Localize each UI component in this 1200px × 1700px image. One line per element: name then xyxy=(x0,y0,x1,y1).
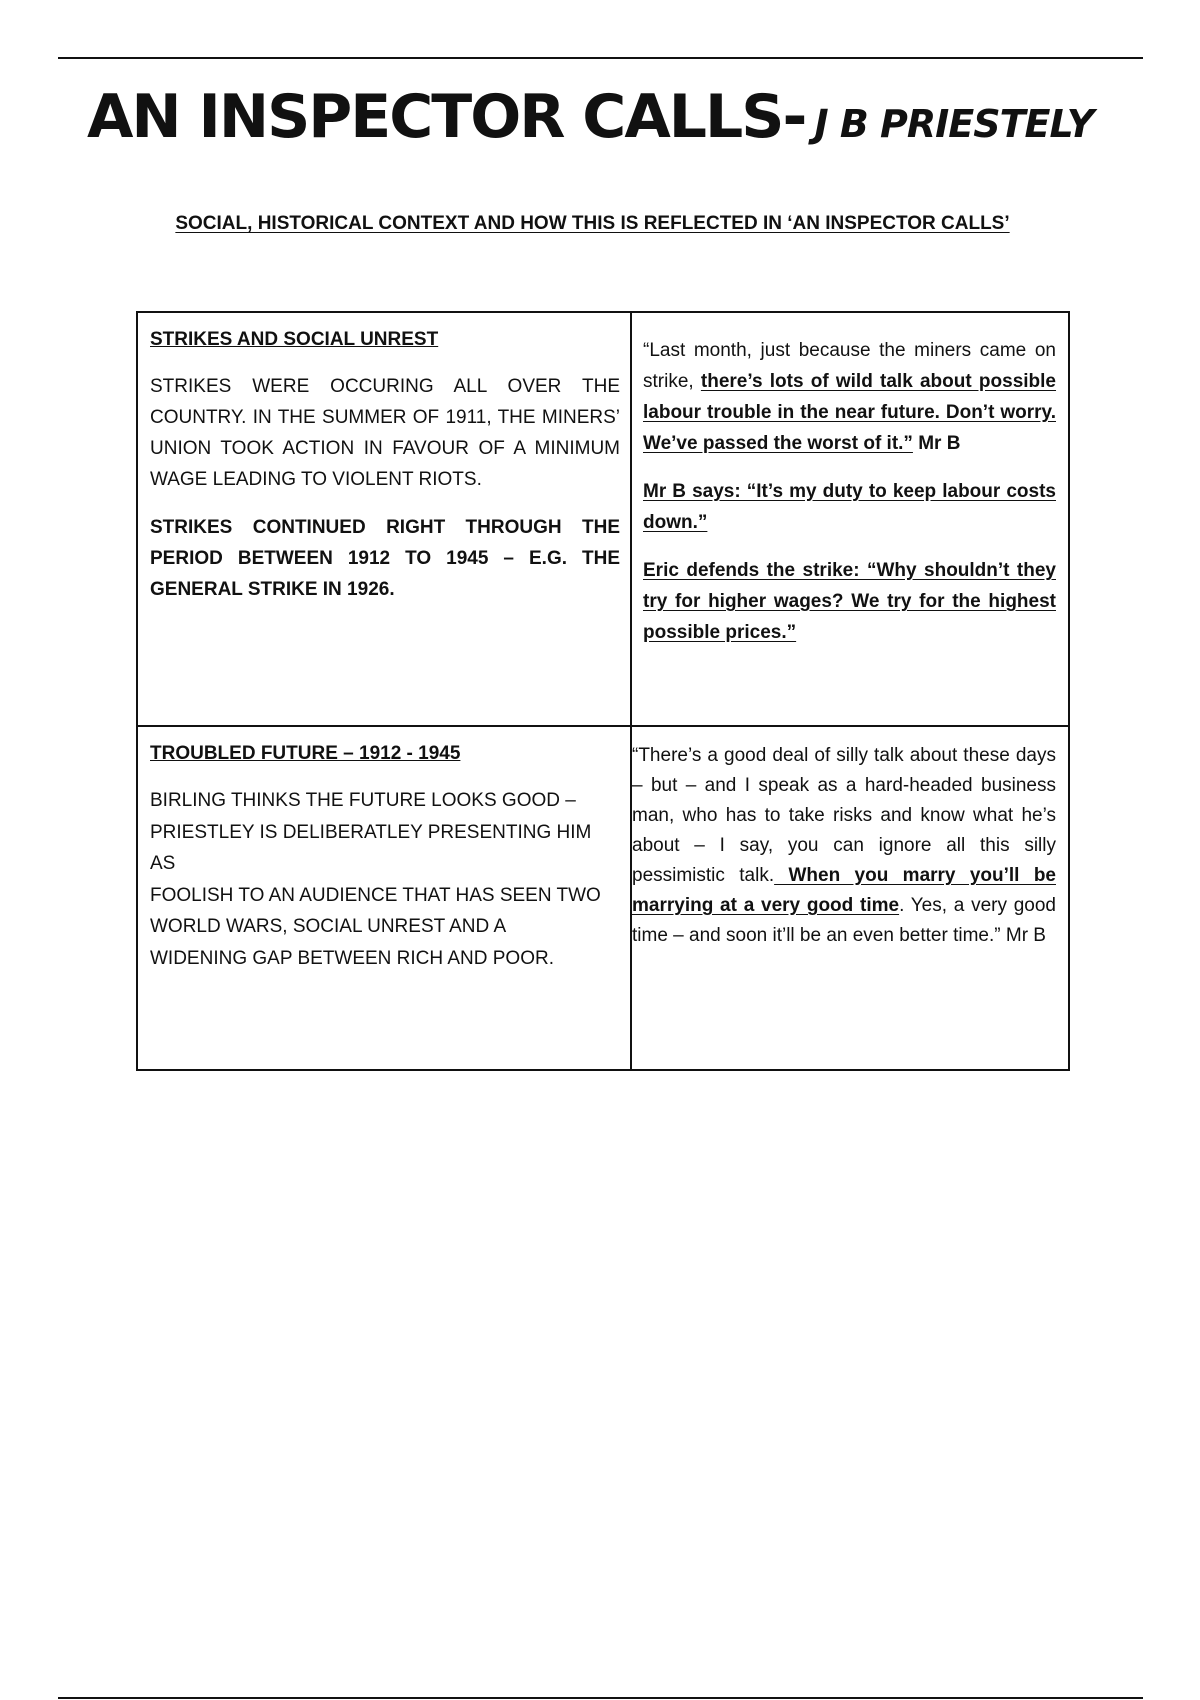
title-author: J B PRIESTELY xyxy=(814,102,1094,146)
context-cell xyxy=(137,726,631,1070)
quote-paragraph xyxy=(632,741,1056,951)
quote-cell xyxy=(631,312,1069,726)
bottom-rule xyxy=(58,1697,1143,1699)
context-cell xyxy=(137,312,631,726)
context-lines xyxy=(150,785,620,974)
quote-text-end: . Yes, a very good time – and soon it’ll be an even better time.” Mr B xyxy=(632,895,1056,946)
table-row xyxy=(137,312,1069,726)
cell-heading: STRIKES AND SOCIAL UNREST xyxy=(150,329,439,350)
title-main: AN INSPECTOR CALLS- xyxy=(87,82,806,152)
quote-emphasis: there’s lots of wild talk about possible labour trouble in the near future. Don’t worry. We’ve passed the worst of it.” xyxy=(643,371,1057,454)
quote-text: “Last month, just because the miners came on strike, xyxy=(643,340,1056,392)
context-line: FOOLISH TO AN AUDIENCE THAT HAS SEEN TWO xyxy=(150,884,601,906)
quote-emphasis: marrying at a very good time xyxy=(632,895,900,916)
quote-cell xyxy=(631,726,1069,1070)
cell-heading: TROUBLED FUTURE – 1912 - 1945 xyxy=(150,743,461,764)
quote-emphasis: When you marry you’ll be xyxy=(774,865,1056,886)
quote-paragraph: Mr B says: “It’s my duty to keep labour costs down.” xyxy=(643,481,1056,533)
context-line: WIDENING GAP BETWEEN RICH AND POOR. xyxy=(150,947,554,969)
page-title xyxy=(87,82,1093,152)
context-line: PRIESTLEY IS DELIBERATLEY PRESENTING HIM AS xyxy=(150,821,592,874)
top-rule xyxy=(58,57,1143,59)
section-subtitle: SOCIAL, HISTORICAL CONTEXT AND HOW THIS IS REFLECTED IN ‘AN INSPECTOR CALLS’ xyxy=(175,213,1010,234)
context-table xyxy=(136,311,1070,1071)
context-paragraph: STRIKES WERE OCCURING ALL OVER THE COUNTRY. IN THE SUMMER OF 1911, THE MINERS’ UNION TOOK ACTION IN FAVOUR OF A MINIMUM WAGE LEADING TO VIOLENT RIOTS. xyxy=(150,376,620,490)
context-line: WORLD WARS, SOCIAL UNREST AND A xyxy=(150,916,507,937)
quote-attribution: Mr B xyxy=(912,433,961,454)
quote-text: “There’s a good deal of silly talk about these days – but – and I speak as a hard-headed business man, who has to take risks and know what he’s about – I say, you can ignore all this silly pessimistic talk. xyxy=(632,745,1056,886)
table-row xyxy=(137,726,1069,1070)
context-line: BIRLING THINKS THE FUTURE LOOKS GOOD – xyxy=(150,790,576,811)
quote-paragraph xyxy=(643,335,1056,459)
quote-paragraph: Eric defends the strike: “Why shouldn’t they try for higher wages? We try for the highest possible prices.” xyxy=(643,560,1056,643)
context-paragraph-bold: STRIKES CONTINUED RIGHT THROUGH THE PERIOD BETWEEN 1912 TO 1945 – E.G. THE GENERAL STRIKE IN 1926. xyxy=(150,517,620,600)
